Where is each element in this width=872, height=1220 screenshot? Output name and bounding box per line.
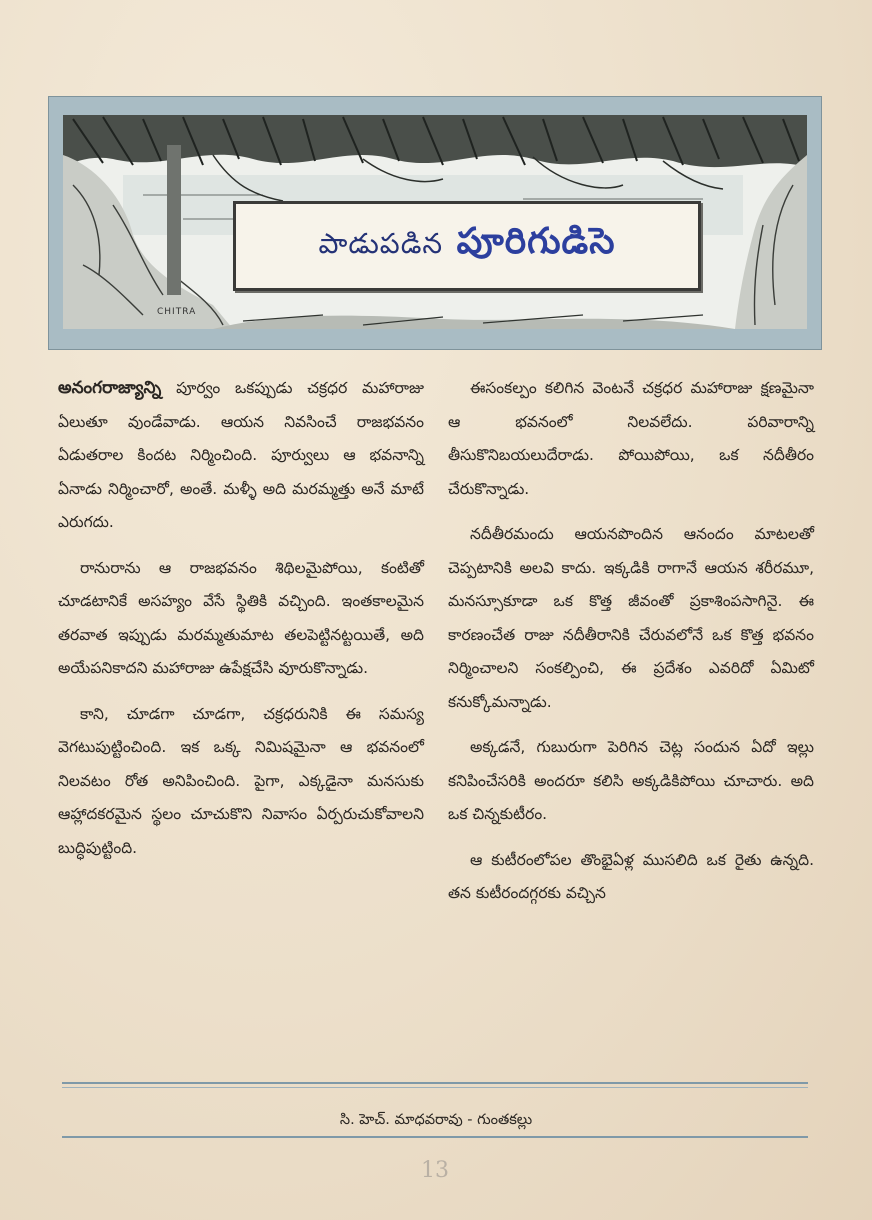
footer-rule-bottom bbox=[62, 1136, 808, 1138]
paragraph bbox=[58, 552, 424, 686]
artist-signature: CHITRA bbox=[157, 307, 197, 317]
author-credit: సి. హెచ్. మాధవరావు - గుంతకల్లు bbox=[339, 1112, 533, 1128]
story-title-plaque bbox=[233, 201, 701, 291]
page-number: 13 bbox=[421, 1158, 449, 1183]
paragraph-lead-word: అనంగరాజ్యాన్ని bbox=[58, 378, 162, 398]
paragraph bbox=[448, 731, 814, 832]
paragraph bbox=[448, 844, 814, 911]
paragraph-text: ఈసంకల్పం కలిగిన వెంటనే చక్రధర మహారాజు క్షణమైనా ఆ భవనంలో నిలవలేదు. పరివారాన్ని తీసుకొనిబయలుదేరాడు. పోయిపోయి, ఒక నదీతీరం చేరుకొన్నాడు. bbox=[448, 379, 814, 498]
paragraph-text: నదీతీరమందు ఆయనపొందిన ఆనందం మాటలతో చెప్పటానికి అలవి కాదు. ఇక్కడికి రాగానే ఆయన శరీరమూ, మనస్సూకూడా ఒక కొత్త జీవంతో ప్రకాశింపసాగినై. ఈ కారణంచేత రాజు నదీతీరానికి చేరువలోనే ఒక కొత్త భవనం నిర్మించాలని సంకల్పించి, ఈ ప్రదేశం ఎవరిదో ఏమిటో కనుక్కోమన్నాడు. bbox=[448, 525, 814, 711]
story-title-part2: పూరిగుడిసె bbox=[456, 221, 616, 262]
header-illustration bbox=[48, 96, 822, 350]
paragraph-text: అక్కడనే, గుబురుగా పెరిగిన చెట్ల సందున ఏదో ఇల్లు కనిపించేసరికి అందరూ కలిసి అక్కడికిపోయి చూచారు. అది ఒక చిన్నకుటీరం. bbox=[448, 738, 814, 823]
footer-rule-top-thin bbox=[62, 1087, 808, 1088]
footer-rule-top bbox=[62, 1082, 808, 1084]
paragraph-text: పూర్వం ఒకప్పుడు చక్రధర మహారాజు ఏలుతూ వుండేవాడు. ఆయన నివసించే రాజభవనం ఏడుతరాల కిందట నిర్మించింది. పూర్వులు ఆ భవనాన్ని ఏనాడు నిర్మించారో, అంతే. మళ్ళీ అది మరమ్మత్తు అనే మాటే ఎరుగదు. bbox=[58, 379, 424, 531]
paragraph-text: రానురాను ఆ రాజభవనం శిథిలమైపోయి, కంటితో చూడటానికే అసహ్యం వేసే స్థితికి వచ్చింది. ఇంతకాలమైన తరవాత ఇప్పుడు మరమ్మతుమాట తలపెట్టినట్టయితే, అది అయేపనికాదని మహారాజు ఉపేక్షచేసి వూరుకొన్నాడు. bbox=[58, 558, 424, 677]
story-title bbox=[319, 221, 616, 271]
paragraph bbox=[448, 518, 814, 719]
text-column-left bbox=[58, 372, 424, 877]
paragraph bbox=[58, 372, 424, 540]
paragraph bbox=[448, 372, 814, 506]
story-title-part1: పాడుపడిన bbox=[318, 227, 444, 260]
paragraph bbox=[58, 698, 424, 866]
paragraph-text: కాని, చూడగా చూడగా, చక్రధరునికి ఈ సమస్య వెగటుపుట్టించింది. ఇక ఒక్క నిమిషమైనా ఆ భవనంలో నిలవటం రోత అనిపించింది. పైగా, ఎక్కడైనా మనసుకు ఆహ్లాదకరమైన స్థలం చూచుకొని నివాసం ఏర్పరుచుకోవాలని బుద్ధిపుట్టింది. bbox=[58, 704, 424, 857]
text-column-right bbox=[448, 372, 814, 923]
paragraph-text: ఆ కుటీరంలోపల తొంభైఏళ్ల ముసలిది ఒక రైతు ఉన్నది. తన కుటీరందగ్గరకు వచ్చిన bbox=[448, 850, 814, 902]
